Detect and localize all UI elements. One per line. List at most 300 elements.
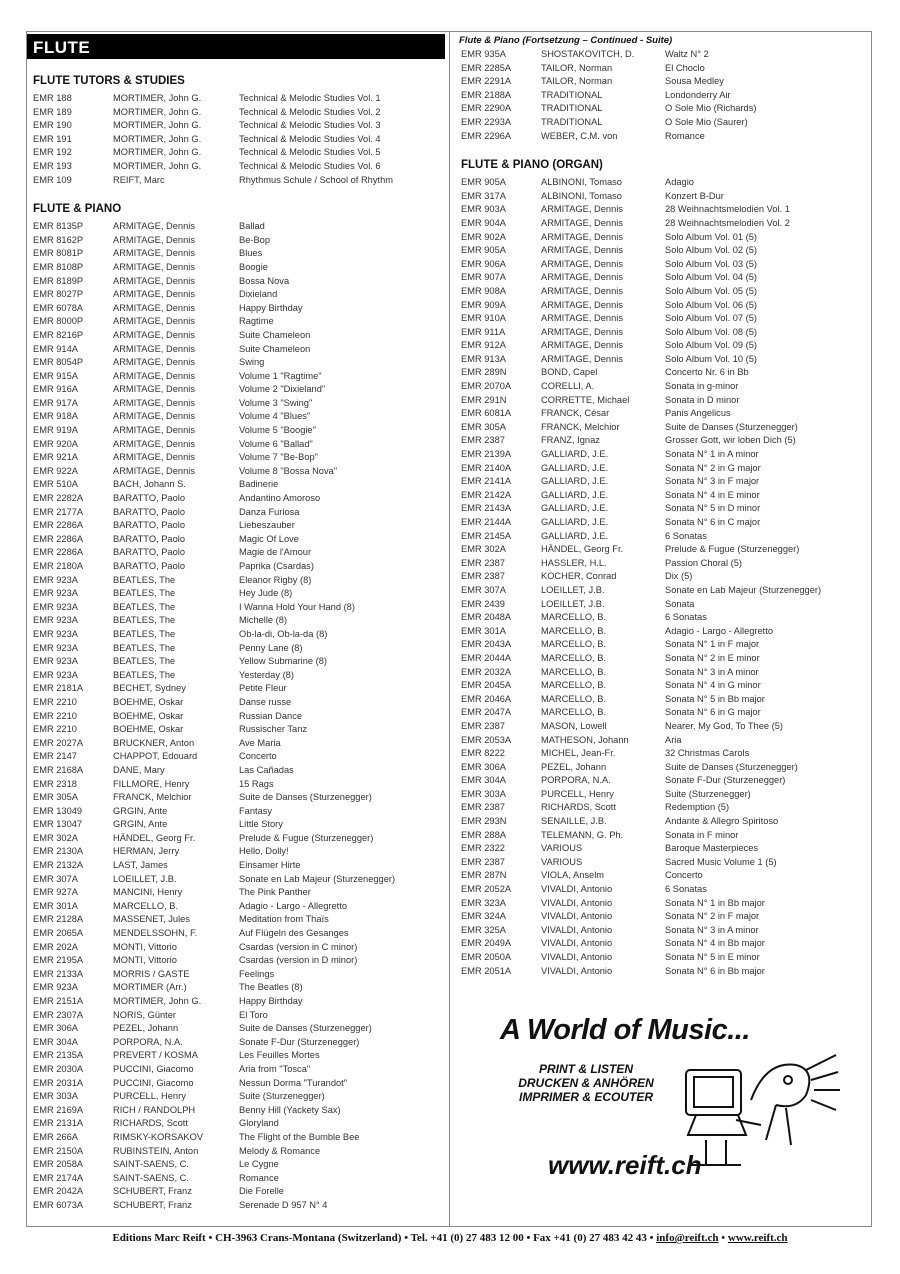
catalog-number: EMR 305A bbox=[33, 792, 78, 803]
list-item bbox=[461, 285, 867, 299]
list-item bbox=[33, 1077, 445, 1091]
composer: NORIS, Günter bbox=[113, 1009, 177, 1020]
catalog-number: EMR 189 bbox=[33, 106, 72, 117]
composer: VIVALDI, Antonio bbox=[541, 965, 613, 976]
composer: PURCELL, Henry bbox=[541, 788, 614, 799]
work-title: Penny Lane (8) bbox=[239, 642, 303, 653]
work-title: Solo Album Vol. 03 (5) bbox=[665, 258, 757, 269]
catalog-number: EMR 909A bbox=[461, 299, 506, 310]
catalog-number: EMR 2048A bbox=[461, 612, 512, 623]
list-item bbox=[33, 601, 445, 615]
catalog-number: EMR 2140A bbox=[461, 462, 512, 473]
list-item bbox=[33, 710, 445, 724]
list-item bbox=[461, 312, 867, 326]
list-item bbox=[461, 924, 867, 938]
list-item bbox=[33, 356, 445, 370]
composer: BOEHME, Oskar bbox=[113, 710, 184, 721]
catalog-number: EMR 306A bbox=[33, 1023, 78, 1034]
work-title: The Pink Panther bbox=[239, 887, 311, 898]
composer: TRADITIONAL bbox=[541, 116, 603, 127]
composer: ARMITAGE, Dennis bbox=[541, 353, 623, 364]
work-title: Solo Album Vol. 08 (5) bbox=[665, 326, 757, 337]
list-item bbox=[33, 1049, 445, 1063]
composer: ARMITAGE, Dennis bbox=[541, 258, 623, 269]
catalog-number: EMR 305A bbox=[461, 421, 506, 432]
catalog-number: EMR 191 bbox=[33, 133, 72, 144]
list-item bbox=[33, 968, 445, 982]
list-item bbox=[33, 160, 445, 174]
list-item bbox=[461, 217, 867, 231]
composer: PEZEL, Johann bbox=[541, 761, 607, 772]
catalog-number: EMR 910A bbox=[461, 313, 506, 324]
catalog-number: EMR 306A bbox=[461, 761, 506, 772]
list-item bbox=[461, 475, 867, 489]
work-title: 6 Sonatas bbox=[665, 612, 707, 623]
work-title: Fantasy bbox=[239, 805, 273, 816]
composer: ALBINONI, Tomaso bbox=[541, 177, 622, 188]
composer: MASSENET, Jules bbox=[113, 914, 190, 925]
catalog-number: EMR 2387 bbox=[461, 557, 505, 568]
composer: PEZEL, Johann bbox=[113, 1023, 179, 1034]
composer: BEATLES, The bbox=[113, 669, 176, 680]
composer: ARMITAGE, Dennis bbox=[113, 221, 195, 232]
work-title: Solo Album Vol. 06 (5) bbox=[665, 299, 757, 310]
catalog-number: EMR 8108P bbox=[33, 261, 84, 272]
composer: SCHUBERT, Franz bbox=[113, 1199, 192, 1210]
catalog-number: EMR 2282A bbox=[33, 493, 84, 504]
catalog-number: EMR 291N bbox=[461, 394, 507, 405]
list-item bbox=[33, 900, 445, 914]
work-title: Volume 8 "Bossa Nova" bbox=[239, 465, 338, 476]
work-title: Bossa Nova bbox=[239, 275, 290, 286]
catalog-number: EMR 2044A bbox=[461, 652, 512, 663]
work-title: Solo Album Vol. 10 (5) bbox=[665, 353, 757, 364]
composer: MICHEL, Jean-Fr. bbox=[541, 748, 616, 759]
composer: CORRETTE, Michael bbox=[541, 394, 630, 405]
work-title: Adagio - Largo - Allegretto bbox=[239, 900, 348, 911]
list-item bbox=[33, 519, 445, 533]
catalog-number: EMR 2131A bbox=[33, 1118, 84, 1129]
work-title: Volume 6 "Ballad" bbox=[239, 438, 313, 449]
composer: SHOSTAKOVITCH, D. bbox=[541, 49, 635, 59]
right-column bbox=[455, 31, 867, 978]
work-title: Technical & Melodic Studies Vol. 5 bbox=[239, 147, 381, 158]
list-item bbox=[461, 130, 867, 144]
composer: ARMITAGE, Dennis bbox=[541, 204, 623, 215]
list-item bbox=[33, 438, 445, 452]
list-item bbox=[461, 706, 867, 720]
footer-web-link[interactable]: www.reift.ch bbox=[727, 1232, 788, 1244]
catalog-number: EMR 192 bbox=[33, 147, 72, 158]
composer: MARCELLO, B. bbox=[541, 612, 607, 623]
list-item bbox=[33, 682, 445, 696]
catalog-number: EMR 2030A bbox=[33, 1063, 84, 1074]
composer: MANCINI, Henry bbox=[113, 887, 183, 898]
composer: BACH, Johann S. bbox=[113, 479, 186, 490]
composer: BRUCKNER, Anton bbox=[113, 737, 195, 748]
catalog-number: EMR 2132A bbox=[33, 860, 84, 871]
catalog-number: EMR 2045A bbox=[461, 680, 512, 691]
work-title: Sonata N° 1 in A minor bbox=[665, 449, 759, 460]
work-title: 6 Sonatas bbox=[665, 530, 707, 541]
list-item bbox=[461, 625, 867, 639]
composer: BARATTO, Paolo bbox=[113, 561, 185, 571]
composer: ARMITAGE, Dennis bbox=[113, 425, 195, 436]
list-item bbox=[461, 326, 867, 340]
catalog-number: EMR 902A bbox=[461, 231, 506, 242]
composer: RICHARDS, Scott bbox=[113, 1118, 188, 1129]
composer: DANE, Mary bbox=[113, 764, 165, 775]
list-item bbox=[33, 696, 445, 710]
work-title: Sonata N° 1 in Bb major bbox=[665, 897, 765, 908]
work-title: Sonata N° 2 in G major bbox=[665, 462, 761, 473]
catalog-number: EMR 923A bbox=[33, 642, 78, 653]
composer: MARCELLO, B. bbox=[541, 693, 607, 704]
catalog-number: EMR 917A bbox=[33, 397, 78, 408]
work-title: Sonata N° 6 in G major bbox=[665, 707, 761, 718]
composer: MORTIMER, John G. bbox=[113, 93, 202, 103]
work-title: I Wanna Hold Your Hand (8) bbox=[239, 601, 355, 612]
catalog-number: EMR 2168A bbox=[33, 764, 84, 775]
work-title: Andantino Amoroso bbox=[239, 493, 321, 504]
catalog-number: EMR 6073A bbox=[33, 1199, 84, 1210]
list-item bbox=[33, 451, 445, 465]
catalog-number: EMR 2147 bbox=[33, 751, 77, 762]
list-item bbox=[461, 62, 867, 76]
list-item bbox=[461, 951, 867, 965]
catalog-number: EMR 913A bbox=[461, 353, 506, 364]
work-title: 15 Rags bbox=[239, 778, 274, 789]
list-item bbox=[461, 570, 867, 584]
list-item bbox=[33, 805, 445, 819]
catalog-number: EMR 2293A bbox=[461, 116, 512, 127]
work-title: Ballad bbox=[239, 221, 265, 232]
catalog-number: EMR 2188A bbox=[461, 89, 512, 100]
catalog-number: EMR 13047 bbox=[33, 819, 83, 830]
list-item bbox=[33, 832, 445, 846]
work-title: Andante & Allegro Spiritoso bbox=[665, 816, 779, 827]
list-item bbox=[33, 913, 445, 927]
catalog-number: EMR 905A bbox=[461, 245, 506, 256]
catalog-number: EMR 2141A bbox=[461, 476, 512, 487]
catalog-number: EMR 912A bbox=[461, 340, 506, 351]
composer: BECHET, Sydney bbox=[113, 683, 186, 694]
work-title: Ob-la-di, Ob-la-da (8) bbox=[239, 628, 328, 639]
work-title: Technical & Melodic Studies Vol. 2 bbox=[239, 106, 381, 117]
catalog-number: EMR 8081P bbox=[33, 248, 84, 259]
catalog-number: EMR 190 bbox=[33, 120, 72, 131]
work-title: Suite de Danses (Sturzenegger) bbox=[239, 1023, 372, 1034]
work-title: Danza Furiosa bbox=[239, 506, 300, 517]
catalog-number: EMR 6078A bbox=[33, 302, 84, 313]
work-title: Magie de l'Amour bbox=[239, 547, 312, 558]
work-title: Konzert B-Dur bbox=[665, 190, 724, 201]
list-item bbox=[461, 557, 867, 571]
work-title: Volume 7 "Be-Bop" bbox=[239, 452, 318, 463]
composer: RICH / RANDOLPH bbox=[113, 1104, 196, 1115]
catalog-number: EMR 266A bbox=[33, 1131, 78, 1142]
list-item bbox=[33, 845, 445, 859]
list-item bbox=[461, 897, 867, 911]
composer: ARMITAGE, Dennis bbox=[113, 316, 195, 327]
catalog-number: EMR 8189P bbox=[33, 275, 84, 286]
catalog-number: EMR 2286A bbox=[33, 520, 84, 531]
section-title-tutors: FLUTE TUTORS & STUDIES bbox=[33, 75, 185, 87]
list-item bbox=[33, 424, 445, 438]
catalog-number: EMR 2318 bbox=[33, 778, 77, 789]
catalog-number: EMR 301A bbox=[461, 625, 506, 636]
catalog-number: EMR 935A bbox=[461, 49, 506, 59]
composer: TRADITIONAL bbox=[541, 103, 603, 114]
catalog-number: EMR 8000P bbox=[33, 316, 84, 327]
composer: BOEHME, Oskar bbox=[113, 724, 184, 735]
catalog-number: EMR 906A bbox=[461, 258, 506, 269]
composer: VIVALDI, Antonio bbox=[541, 911, 613, 922]
work-title: Csardas (version in D minor) bbox=[239, 955, 358, 966]
work-title: Adagio bbox=[665, 177, 694, 188]
composer: MARCELLO, B. bbox=[541, 639, 607, 650]
catalog-number: EMR 2387 bbox=[461, 720, 505, 731]
list-item bbox=[461, 666, 867, 680]
list-item bbox=[461, 734, 867, 748]
work-title: Sonata N° 4 in G minor bbox=[665, 680, 761, 691]
composer: MARCELLO, B. bbox=[541, 680, 607, 691]
catalog-number: EMR 2144A bbox=[461, 517, 512, 527]
work-title: Danse russe bbox=[239, 696, 292, 707]
work-title: Sonata N° 3 in A minor bbox=[665, 924, 759, 935]
catalog-number: EMR 911A bbox=[461, 326, 506, 337]
catalog-number: EMR 2286A bbox=[33, 533, 84, 544]
work-title: Passion Choral (5) bbox=[665, 557, 742, 568]
catalog-number: EMR 2169A bbox=[33, 1104, 84, 1115]
catalog-number: EMR 510A bbox=[33, 479, 78, 490]
composer: TELEMANN, G. Ph. bbox=[541, 829, 624, 840]
list-item bbox=[33, 288, 445, 302]
continued-heading: Flute & Piano (Fortsetzung – Continued - Suite) bbox=[459, 35, 673, 46]
work-title: Volume 5 "Boogie" bbox=[239, 425, 316, 436]
composer: BEATLES, The bbox=[113, 642, 176, 653]
composer: MORTIMER, John G. bbox=[113, 147, 202, 158]
catalog-number: EMR 2065A bbox=[33, 928, 84, 939]
catalog-number: EMR 2195A bbox=[33, 955, 84, 966]
catalog-number: EMR 2387 bbox=[461, 802, 505, 813]
work-title: Sonata N° 4 in Bb major bbox=[665, 938, 765, 949]
catalog-number: EMR 2387 bbox=[461, 856, 505, 867]
list-item bbox=[33, 146, 445, 160]
composer: ARMITAGE, Dennis bbox=[113, 234, 195, 245]
list-item bbox=[33, 764, 445, 778]
work-title: Sonate F-Dur (Sturzenegger) bbox=[665, 775, 786, 786]
work-title: Solo Album Vol. 02 (5) bbox=[665, 245, 757, 256]
work-title: Nessun Dorma "Turandot" bbox=[239, 1077, 348, 1088]
catalog-number: EMR 2322 bbox=[461, 843, 505, 854]
list-item bbox=[33, 220, 445, 234]
composer: MORTIMER, John G. bbox=[113, 996, 202, 1006]
composer: ARMITAGE, Dennis bbox=[541, 326, 623, 337]
catalog-number: EMR 918A bbox=[33, 411, 78, 422]
work-title: Boogie bbox=[239, 261, 268, 272]
list-item bbox=[33, 1131, 445, 1145]
list-item bbox=[461, 693, 867, 707]
work-title: Serenade D 957 N° 4 bbox=[239, 1199, 328, 1210]
work-title: Aria bbox=[665, 734, 682, 745]
composer: ARMITAGE, Dennis bbox=[541, 231, 623, 242]
list-item bbox=[33, 492, 445, 506]
catalog-number: EMR 8162P bbox=[33, 234, 84, 245]
catalog-number: EMR 2150A bbox=[33, 1145, 84, 1156]
ad-url[interactable]: www.reift.ch bbox=[548, 1150, 702, 1180]
composer: TAILOR, Norman bbox=[541, 62, 613, 73]
work-title: Technical & Melodic Studies Vol. 1 bbox=[239, 93, 381, 103]
list-item bbox=[461, 190, 867, 204]
catalog-number: EMR 2043A bbox=[461, 639, 512, 650]
work-title: 28 Weihnachtsmelodien Vol. 2 bbox=[665, 217, 790, 228]
composer: LAST, James bbox=[113, 860, 168, 871]
composer: VIVALDI, Antonio bbox=[541, 884, 613, 895]
list-item bbox=[461, 339, 867, 353]
composer: ARMITAGE, Dennis bbox=[541, 285, 623, 296]
composer: GALLIARD, J.E. bbox=[541, 489, 609, 500]
list-item bbox=[461, 910, 867, 924]
composer: MARCELLO, B. bbox=[541, 625, 607, 636]
work-title: Sonata N° 6 in C major bbox=[665, 517, 761, 527]
list-item bbox=[33, 1185, 445, 1199]
catalog-number: EMR 2145A bbox=[461, 530, 512, 541]
list-item bbox=[33, 275, 445, 289]
catalog-number: EMR 6081A bbox=[461, 408, 512, 419]
work-title: Sousa Medley bbox=[665, 76, 724, 87]
catalog-number: EMR 304A bbox=[461, 775, 506, 786]
composer: VARIOUS bbox=[541, 856, 583, 867]
catalog-number: EMR 324A bbox=[461, 911, 506, 922]
list-item bbox=[33, 655, 445, 669]
list-item bbox=[33, 1199, 445, 1213]
catalog-number: EMR 921A bbox=[33, 452, 78, 463]
work-title: Meditation from Thaïs bbox=[239, 914, 329, 925]
composer: ARMITAGE, Dennis bbox=[541, 340, 623, 351]
catalog-number: EMR 920A bbox=[33, 438, 78, 449]
work-title: Yellow Submarine (8) bbox=[239, 656, 328, 667]
catalog-number: EMR 2296A bbox=[461, 130, 512, 141]
list-item bbox=[33, 886, 445, 900]
composer: HÄNDEL, Georg Fr. bbox=[541, 544, 624, 555]
work-title: Solo Album Vol. 05 (5) bbox=[665, 285, 757, 296]
composer: BOEHME, Oskar bbox=[113, 696, 184, 707]
composer: ARMITAGE, Dennis bbox=[113, 370, 195, 381]
composer: WEBER, C.M. von bbox=[541, 130, 618, 141]
composer: CHAPPOT, Edouard bbox=[113, 751, 198, 762]
work-title: Romance bbox=[665, 130, 705, 141]
composer: SAINT-SAENS, C. bbox=[113, 1172, 189, 1183]
organ-list bbox=[461, 176, 867, 978]
work-title: Solo Album Vol. 01 (5) bbox=[665, 231, 757, 242]
work-title: Nearer, My God, To Thee (5) bbox=[665, 720, 783, 731]
catalog-number: EMR 2047A bbox=[461, 707, 512, 718]
work-title: 28 Weihnachtsmelodien Vol. 1 bbox=[665, 204, 790, 215]
composer: ARMITAGE, Dennis bbox=[113, 261, 195, 272]
work-title: The Beatles (8) bbox=[239, 982, 303, 993]
catalog-number: EMR 293N bbox=[461, 816, 507, 827]
catalog-number: EMR 109 bbox=[33, 174, 72, 185]
composer: GALLIARD, J.E. bbox=[541, 462, 609, 473]
composer: MORTIMER, John G. bbox=[113, 120, 202, 131]
catalog-number: EMR 914A bbox=[33, 343, 78, 354]
list-item bbox=[33, 1036, 445, 1050]
catalog-number: EMR 923A bbox=[33, 656, 78, 667]
catalog-number: EMR 8054P bbox=[33, 357, 84, 368]
list-item bbox=[461, 584, 867, 598]
work-title: Sonata N° 5 in D minor bbox=[665, 503, 761, 514]
work-title: Prelude & Fugue (Sturzenegger) bbox=[239, 832, 374, 843]
work-title: Grosser Gott, wir loben Dich (5) bbox=[665, 435, 796, 446]
composer: ARMITAGE, Dennis bbox=[541, 313, 623, 324]
work-title: O Sole Mio (Saurer) bbox=[665, 116, 748, 127]
flute-piano-list bbox=[33, 220, 445, 1212]
list-item bbox=[33, 981, 445, 995]
list-item bbox=[461, 965, 867, 979]
catalog-number: EMR 2058A bbox=[33, 1159, 84, 1170]
catalog-number: EMR 907A bbox=[461, 272, 506, 283]
list-item bbox=[33, 397, 445, 411]
composer: BARATTO, Paolo bbox=[113, 533, 185, 544]
composer: GRGIN, Ante bbox=[113, 819, 168, 830]
work-title: Suite de Danses (Sturzenegger) bbox=[665, 761, 798, 772]
footer-email-link[interactable]: info@reift.ch bbox=[656, 1232, 719, 1244]
list-item bbox=[33, 92, 445, 106]
composer: RUBINSTEIN, Anton bbox=[113, 1145, 199, 1156]
catalog-number: EMR 2181A bbox=[33, 683, 84, 694]
work-title: Rhythmus Schule / School of Rhythm bbox=[239, 174, 393, 185]
work-title: Suite Chameleon bbox=[239, 343, 311, 354]
composer: ARMITAGE, Dennis bbox=[113, 452, 195, 463]
composer: BARATTO, Paolo bbox=[113, 547, 185, 558]
list-item bbox=[33, 927, 445, 941]
catalog-number: EMR 317A bbox=[461, 190, 506, 201]
catalog-number: EMR 8216P bbox=[33, 329, 84, 340]
ad-line-2: DRUCKEN & ANHÖREN bbox=[518, 1076, 654, 1090]
work-title: The Flight of the Bumble Bee bbox=[239, 1131, 360, 1142]
work-title: Hey Jude (8) bbox=[239, 588, 293, 599]
work-title: Sonata N° 3 in A minor bbox=[665, 666, 759, 677]
list-item bbox=[33, 383, 445, 397]
list-item bbox=[33, 410, 445, 424]
list-item bbox=[461, 883, 867, 897]
work-title: Londonderry Air bbox=[665, 89, 731, 100]
work-title: Sonate en Lab Majeur (Sturzenegger) bbox=[239, 873, 396, 884]
composer: BEATLES, The bbox=[113, 628, 176, 639]
work-title: Benny Hill (Yackety Sax) bbox=[239, 1104, 341, 1115]
list-item bbox=[33, 261, 445, 275]
composer: SCHUBERT, Franz bbox=[113, 1186, 192, 1197]
composer: CORELLI, A. bbox=[541, 381, 595, 392]
catalog-number: EMR 323A bbox=[461, 897, 506, 908]
work-title: Redemption (5) bbox=[665, 802, 730, 813]
list-item bbox=[461, 747, 867, 761]
work-title: Petite Fleur bbox=[239, 683, 287, 694]
work-title: Volume 3 "Swing" bbox=[239, 397, 313, 408]
catalog-number: EMR 2387 bbox=[461, 571, 505, 582]
catalog-number: EMR 304A bbox=[33, 1036, 78, 1047]
catalog-number: EMR 2133A bbox=[33, 968, 84, 979]
work-title: Concerto bbox=[239, 751, 277, 762]
catalog-number: EMR 2143A bbox=[461, 503, 512, 514]
composer: BARATTO, Paolo bbox=[113, 520, 185, 531]
list-item bbox=[461, 271, 867, 285]
composer: MORTIMER, John G. bbox=[113, 160, 202, 171]
work-title: Magic Of Love bbox=[239, 533, 299, 544]
composer: ARMITAGE, Dennis bbox=[541, 299, 623, 310]
list-item bbox=[33, 315, 445, 329]
